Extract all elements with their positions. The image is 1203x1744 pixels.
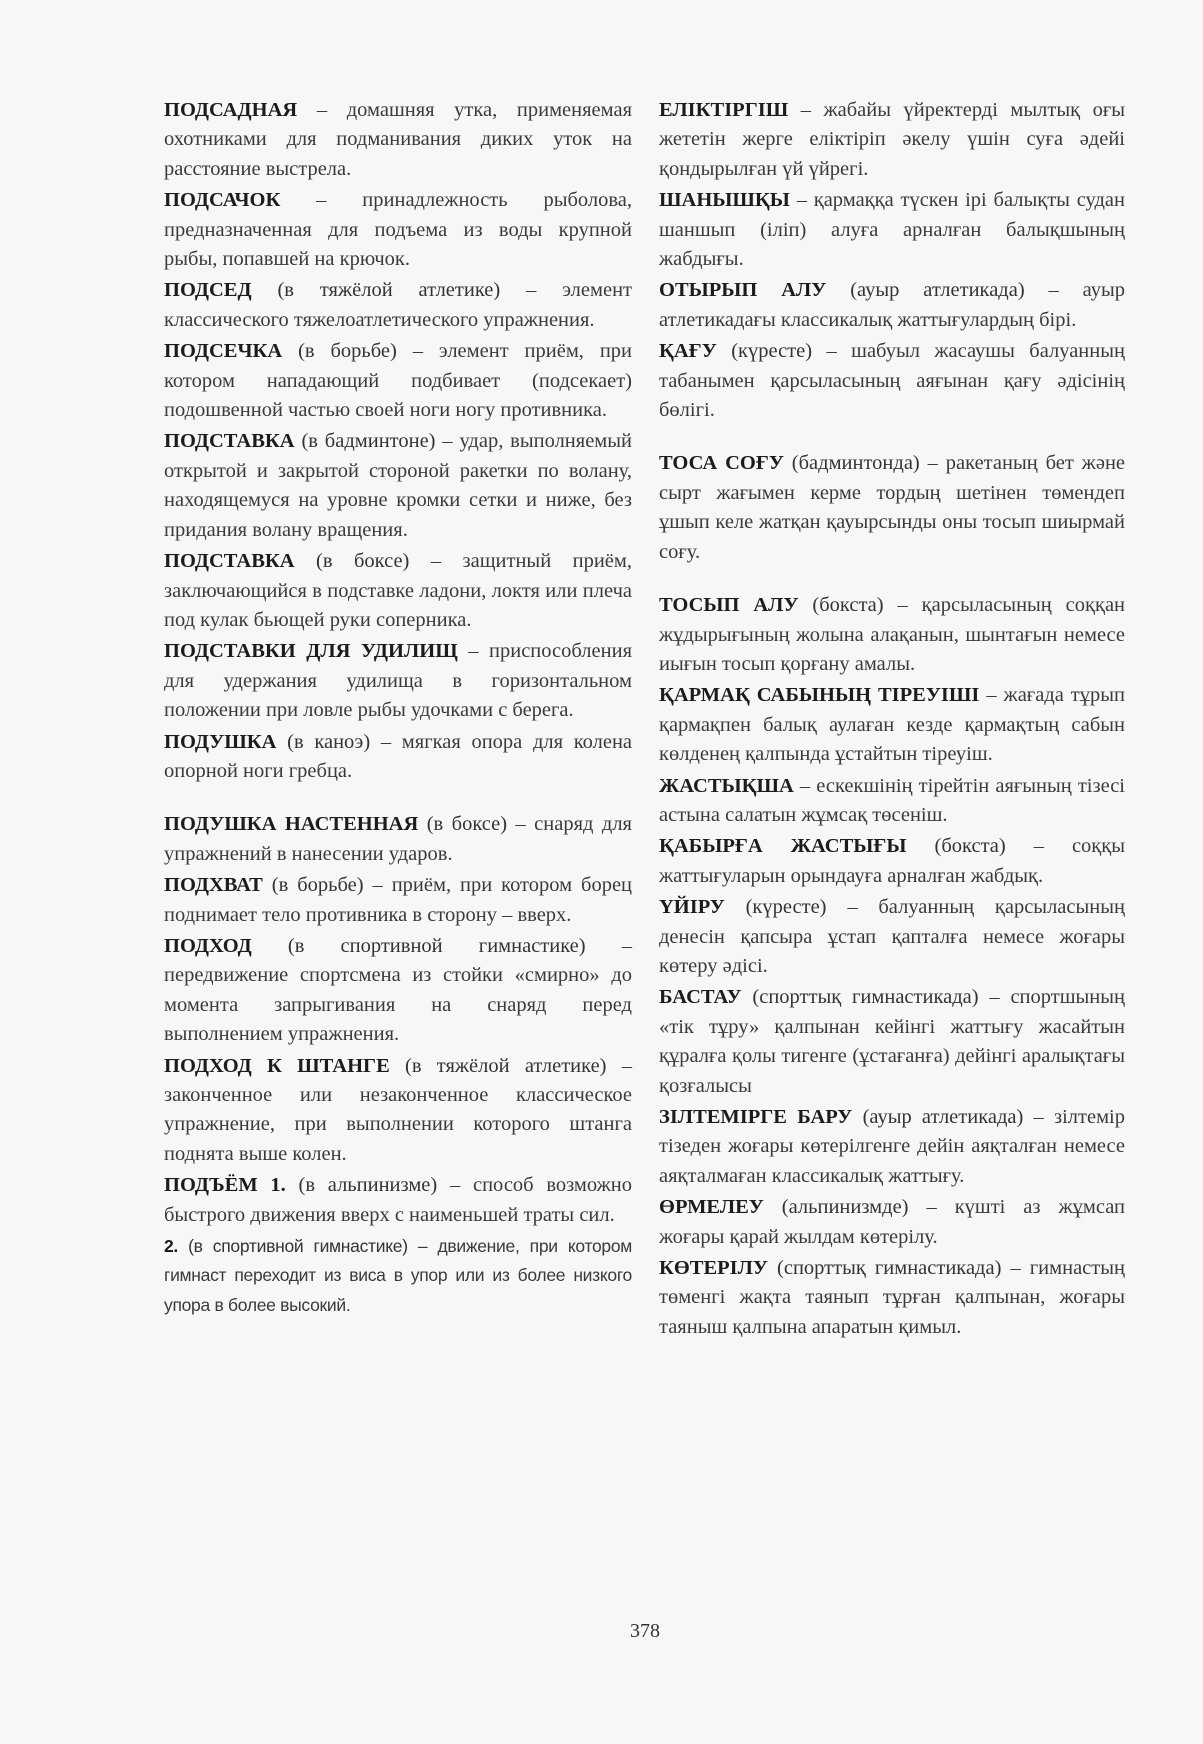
entry-note: (ауыр атлетикада): [862, 1106, 1024, 1128]
entry-definition: – қармаққа түскен ірі балықты судан шаншып (іліп) алуға арналған балықшының жабдығы.: [659, 189, 1126, 271]
entry-definition: – защитный приём, заключающийся в подставке ладони, локтя или плеча под кулак бьющей руки соперника.: [164, 550, 633, 631]
entry-term: ҚАҒУ: [659, 340, 717, 363]
entry-definition: – ескекшінің тірейтін аяғының тізесі астына салатын жұмсақ төсеніш.: [659, 774, 1125, 826]
entry-term: ПОДХОД: [164, 934, 252, 957]
entry-definition: – законченное или незаконченное классическое упражнение, при выполнении которого штанга поднята выше колен.: [164, 1054, 632, 1165]
entry-definition: – элемент приём, при котором нападающий подбивает (подсекает) подошвенной частью своей ноги ногу противника.: [164, 340, 633, 422]
entry-note: (бокста): [934, 835, 1006, 858]
dictionary-entry: [659, 96, 1125, 184]
entry-definition: – соққы жаттығуларын орындауға арналған жабдық.: [659, 835, 1125, 887]
dictionary-entry: [164, 1171, 632, 1230]
entry-note: (күресте): [731, 340, 813, 363]
entry-definition: – спортшының «тік тұру» қалпынан кейінгі жаттығу жасайтын құралға қолы тигенге (ұстағанға) дейінгі аралықтағы қозғалысы: [659, 986, 1125, 1097]
entry-note: (в боксе): [316, 550, 410, 573]
entry-term: ТОСЫП АЛУ: [659, 594, 799, 617]
entry-definition: – движение, при котором гимнаст переходит из виса в упор или из более низкого упора в более высокий.: [164, 1236, 633, 1315]
left-column: [164, 96, 632, 1322]
entry-definition: – элемент классического тяжелоатлетического упражнения.: [164, 279, 633, 331]
entry-definition: – шабуыл жасаушы балуанның табанымен қарсыласының аяғынан қағу әдісінің бөлігі.: [659, 340, 1125, 422]
entry-definition: – жағада тұрып қармақпен балық аулаған кезде қармақтың сабын көлденең қалпында ұстайтын тіреуіш.: [659, 684, 1125, 766]
entry-definition: – ауыр атлетикадағы классикалық жаттығулардың бірі.: [659, 279, 1125, 331]
dictionary-entry: [659, 1103, 1125, 1191]
entry-term: ТОСА СОҒУ: [659, 452, 784, 475]
entry-term: ШАНЫШҚЫ: [659, 189, 790, 212]
dictionary-entry: [659, 983, 1125, 1101]
entry-term: ПОДСЕД: [164, 279, 252, 302]
dictionary-entry: [659, 832, 1125, 891]
entry-note: (в борьбе): [271, 874, 364, 897]
entry-term: ПОДУШКА: [164, 730, 277, 753]
dictionary-entry: [164, 337, 632, 425]
entry-note: (альпинизмде): [781, 1196, 909, 1219]
entry-note: (в бадминтоне): [301, 430, 436, 453]
dictionary-entry: [659, 337, 1125, 425]
entry-term: ПОДХОД К ШТАНГЕ: [164, 1054, 390, 1077]
dictionary-entry: [164, 932, 632, 1050]
dictionary-entry: [659, 681, 1125, 769]
entry-note: (ауыр атлетикада): [850, 279, 1025, 302]
entry-definition: – күшті аз жұмсап жоғары қарай жылдам көтерілу.: [659, 1196, 1126, 1248]
entry-note: (бокста): [812, 594, 884, 617]
dictionary-entry: [164, 637, 632, 725]
entry-note: (в борьбе): [298, 340, 397, 363]
entry-note: (спорттық гимнастикада): [752, 986, 979, 1009]
entry-note: (бадминтонда): [791, 452, 920, 475]
dictionary-entry: [164, 427, 632, 545]
dictionary-entry: [164, 186, 632, 274]
page-number: 378: [630, 1620, 660, 1642]
entry-term: ҚАРМАҚ САБЫНЫҢ ТІРЕУІШІ: [659, 684, 980, 707]
entry-note: (в каноэ): [287, 730, 371, 753]
dictionary-entry: [164, 547, 632, 635]
entry-term: ҚАБЫРҒА ЖАСТЫҒЫ: [659, 835, 907, 858]
entry-definition: – удар, выполняемый открытой и закрытой стороной ракетки по волану, находящемуся на уровне кромки сетки и ниже, без придания волану вращения.: [164, 430, 633, 541]
entry-note: (в тяжёлой атлетике): [405, 1054, 607, 1077]
entry-definition: – передвижение спортсмена из стойки «смирно» до момента запрыгивания на снаряд перед выполнением упражнения.: [164, 934, 633, 1046]
entry-definition: – қарсыласының соққан жұдырығының жолына алақанын, шынтағын немесе иығын тосып қорғану амалы.: [659, 594, 1126, 675]
dictionary-entry: [659, 591, 1125, 679]
entry-term: ЗІЛТЕМІРГЕ БАРУ: [659, 1106, 853, 1128]
entry-term: БАСТАУ: [659, 986, 742, 1009]
entry-definition: – способ возможно быстрого движения вверх с наименьшей траты сил.: [164, 1174, 633, 1226]
entry-definition: – зілтемір тізеден жоғары көтерілгенге дейін аяқталған немесе аяқталмаған классикалық жаттығу.: [659, 1106, 1125, 1187]
dictionary-entry: [164, 276, 632, 335]
dictionary-entry: [659, 186, 1125, 274]
entry-definition: – мягкая опора для колена опорной ноги гребца.: [164, 730, 633, 782]
entry-term: ПОДСТАВКИ ДЛЯ УДИЛИЩ: [164, 640, 458, 663]
dictionary-entry: [164, 1232, 632, 1320]
dictionary-entry: [164, 728, 632, 787]
entry-term: ПОДСТАВКА: [164, 550, 295, 573]
entry-term: ПОДСЕЧКА: [164, 340, 283, 363]
entry-definition: – балуанның қарсыласының денесін қапсыра ұстап қапталға немесе жоғары көтеру әдісі.: [659, 896, 1125, 977]
dictionary-entry: [659, 449, 1125, 567]
entry-note: (в спортивной гимнастике): [287, 934, 586, 957]
entry-note: (в спортивной гимнастике): [188, 1236, 408, 1257]
entry-note: (спорттық гимнастикада): [777, 1257, 1002, 1280]
entry-term: ПОДСАДНАЯ: [164, 99, 298, 121]
entry-term: ҮЙІРУ: [659, 896, 725, 919]
dictionary-entry: [164, 96, 632, 184]
entry-definition: – приспособления для удержания удилища в горизонтальном положении при ловле рыбы удочками с берега.: [164, 640, 632, 722]
entry-term: ПОДЪЁМ 1.: [164, 1174, 286, 1197]
entry-definition: – жабайы үйректерді мылтық оғы жететін жерге еліктіріп әкелу үшін суға әдейі қондырылған үй үйрегі.: [659, 99, 1126, 180]
entry-definition: – снаряд для упражнений в нанесении ударов.: [164, 813, 632, 865]
entry-term: КӨТЕРІЛУ: [659, 1257, 768, 1280]
entry-term: ПОДСТАВКА: [164, 430, 295, 453]
entry-definition: – приём, при котором борец поднимает тело противника в сторону – вверх.: [164, 874, 633, 926]
dictionary-entry: [659, 1254, 1125, 1342]
dictionary-entry: [659, 772, 1125, 831]
entry-definition: – принадлежность рыболова, предназначенная для подъема из воды крупной рыбы, попавшей на крючок.: [164, 189, 632, 271]
entry-term: 2.: [164, 1236, 178, 1257]
entry-note: (в боксе): [426, 813, 508, 836]
entry-term: ПОДХВАТ: [164, 874, 263, 897]
entry-definition: – ракетаның бет және сырт жағымен керме тордың шетінен төмендеп ұшып келе жатқан қауырсынды оны тосып шиырмай соғу.: [659, 452, 1126, 563]
dictionary-entry: [164, 1052, 632, 1170]
entry-term: ЖАСТЫҚША: [659, 774, 794, 797]
entry-note: (в тяжёлой атлетике): [277, 279, 501, 302]
dictionary-entry: [659, 276, 1125, 335]
entry-definition: – домашняя утка, применяемая охотниками для подманивания диких уток на расстояние выстрела.: [164, 99, 633, 180]
dictionary-entry: [659, 1193, 1125, 1252]
entry-term: ПОДУШКА НАСТЕННАЯ: [164, 813, 419, 836]
entry-definition: – гимнастың төменгі жақта таянып тұрған қалпынан, жоғары таяныш қалпына апаратын қимыл.: [659, 1257, 1125, 1338]
dictionary-entry: [659, 893, 1125, 981]
right-column: [659, 96, 1125, 1344]
entry-note: (күресте): [745, 896, 827, 919]
dictionary-entry: [164, 810, 632, 869]
dictionary-entry: [164, 871, 632, 930]
entry-note: (в альпинизме): [298, 1174, 438, 1197]
entry-term: ПОДСАЧОК: [164, 189, 281, 212]
entry-term: ЕЛІКТІРГІШ: [659, 99, 789, 121]
entry-term: ӨРМЕЛЕУ: [659, 1196, 764, 1219]
entry-term: ОТЫРЫП АЛУ: [659, 279, 827, 302]
